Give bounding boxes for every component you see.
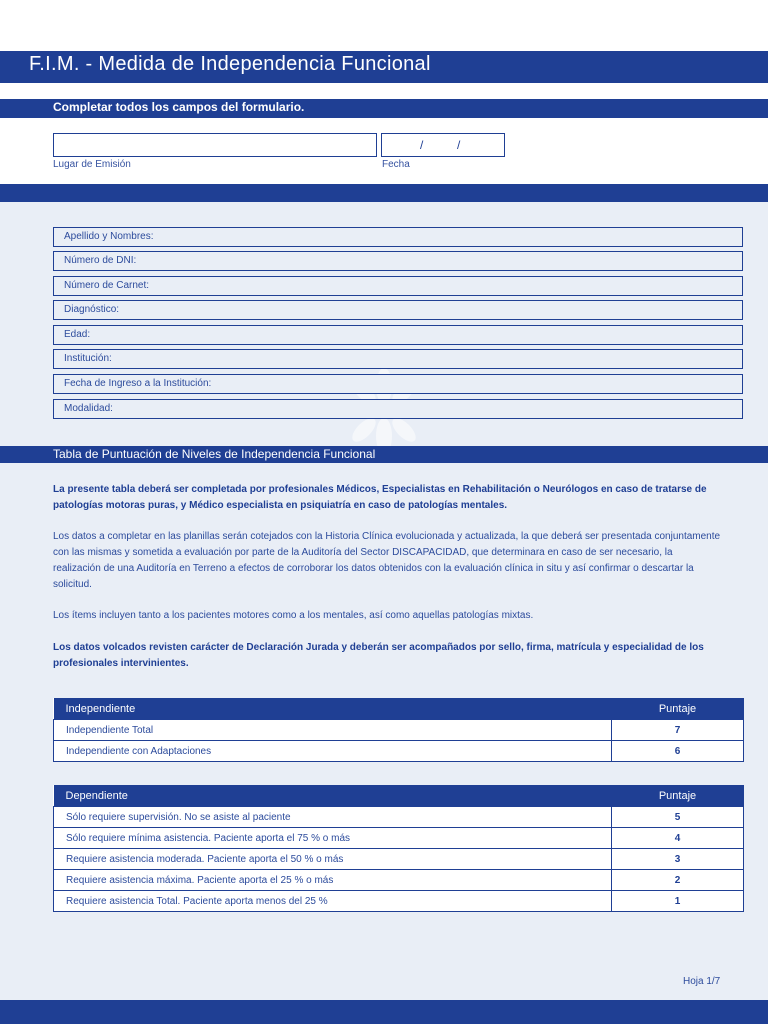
table-row bbox=[54, 828, 744, 849]
row-score: 6 bbox=[612, 741, 744, 762]
page-title: F.I.M. - Medida de Independencia Funcional bbox=[29, 53, 431, 75]
puntaje-header: Puntaje bbox=[612, 698, 744, 720]
row-label: Requiere asistencia máxima. Paciente aporta el 25 % o más bbox=[54, 870, 612, 891]
paragraph-cotejo: Los datos a completar en las planillas serán cotejados con la Historia Clínica evolucionada y actualizada, la que deberá ser presentada conjuntamente con las mismas y sometida a evaluación por parte de la Auditoría del Sector DISCAPACIDAD, que determinara en caso de ser necesario, la realización de una Auditoría en Terreno a efectos de corroborar los datos obtenidos con la evaluación clínica in situ y así confirmar o descartar la solicitud. bbox=[53, 531, 721, 590]
row-label: Sólo requiere supervisión. No se asiste al paciente bbox=[54, 807, 612, 828]
dependiente-header: Dependiente bbox=[54, 785, 612, 807]
row-label: Requiere asistencia moderada. Paciente aporta el 50 % o más bbox=[54, 849, 612, 870]
table-row bbox=[54, 741, 744, 762]
row-score: 5 bbox=[612, 807, 744, 828]
paragraph-declaracion: Los datos volcados revisten carácter de Declaración Jurada y deberán ser acompañados por sello, firma, matrícula y especialidad de los profesionales intervinientes. bbox=[53, 642, 704, 669]
field-edad[interactable] bbox=[53, 325, 743, 345]
fecha-separator: / bbox=[457, 138, 461, 152]
page-number: Hoja 1/7 bbox=[683, 976, 721, 987]
row-label: Independiente Total bbox=[54, 720, 612, 741]
table-section-bar bbox=[0, 446, 768, 463]
field-label: Diagnóstico: bbox=[64, 304, 120, 315]
row-score: 3 bbox=[612, 849, 744, 870]
row-score: 2 bbox=[612, 870, 744, 891]
fecha-label: Fecha bbox=[382, 159, 410, 170]
field-label: Edad: bbox=[64, 329, 91, 340]
table-row bbox=[54, 891, 744, 912]
puntaje-header: Puntaje bbox=[612, 785, 744, 807]
field-carnet[interactable] bbox=[53, 276, 743, 296]
footer-bar bbox=[0, 1000, 768, 1024]
table-row bbox=[54, 849, 744, 870]
paragraph-profesionales: La presente tabla deberá ser completada por profesionales Médicos, Especialistas en Rehabilitación o Neurólogos en caso de tratarse de patologías motoras puras, y Médico especialista en psiquiatría en caso de patologías mentales. bbox=[53, 484, 707, 511]
field-fecha-ingreso[interactable] bbox=[53, 374, 743, 394]
row-score: 7 bbox=[612, 720, 744, 741]
instructions-text: Completar todos los campos del formulario. bbox=[53, 100, 305, 114]
section-divider bbox=[0, 184, 768, 202]
lugar-emision-label: Lugar de Emisión bbox=[53, 159, 131, 170]
field-label: Apellido y Nombres: bbox=[64, 231, 154, 242]
field-apellido-nombres[interactable] bbox=[53, 227, 743, 247]
field-label: Fecha de Ingreso a la Institución: bbox=[64, 378, 212, 389]
field-label: Número de DNI: bbox=[64, 255, 137, 266]
field-label: Modalidad: bbox=[64, 403, 113, 414]
table-row bbox=[54, 870, 744, 891]
row-score: 1 bbox=[612, 891, 744, 912]
table-row bbox=[54, 720, 744, 741]
table-row bbox=[54, 807, 744, 828]
fecha-input[interactable] bbox=[381, 133, 505, 157]
row-score: 4 bbox=[612, 828, 744, 849]
independiente-table bbox=[53, 698, 744, 762]
table-section-title: Tabla de Puntuación de Niveles de Independencia Funcional bbox=[53, 447, 376, 461]
paragraph-items: Los ítems incluyen tanto a los pacientes motores como a los mentales, así como aquellas patologías mixtas. bbox=[53, 610, 534, 621]
field-institucion[interactable] bbox=[53, 349, 743, 369]
field-label: Institución: bbox=[64, 353, 112, 364]
row-label: Requiere asistencia Total. Paciente aporta menos del 25 % bbox=[54, 891, 612, 912]
instructions-bar bbox=[0, 99, 768, 118]
lugar-emision-input[interactable] bbox=[53, 133, 377, 157]
field-label: Número de Carnet: bbox=[64, 280, 150, 291]
title-bar bbox=[0, 51, 768, 83]
field-dni[interactable] bbox=[53, 251, 743, 271]
independiente-header: Independiente bbox=[54, 698, 612, 720]
row-label: Sólo requiere mínima asistencia. Paciente aporta el 75 % o más bbox=[54, 828, 612, 849]
field-modalidad[interactable] bbox=[53, 399, 743, 419]
fecha-separator: / bbox=[420, 138, 424, 152]
field-diagnostico[interactable] bbox=[53, 300, 743, 320]
dependiente-table bbox=[53, 785, 744, 912]
row-label: Independiente con Adaptaciones bbox=[54, 741, 612, 762]
